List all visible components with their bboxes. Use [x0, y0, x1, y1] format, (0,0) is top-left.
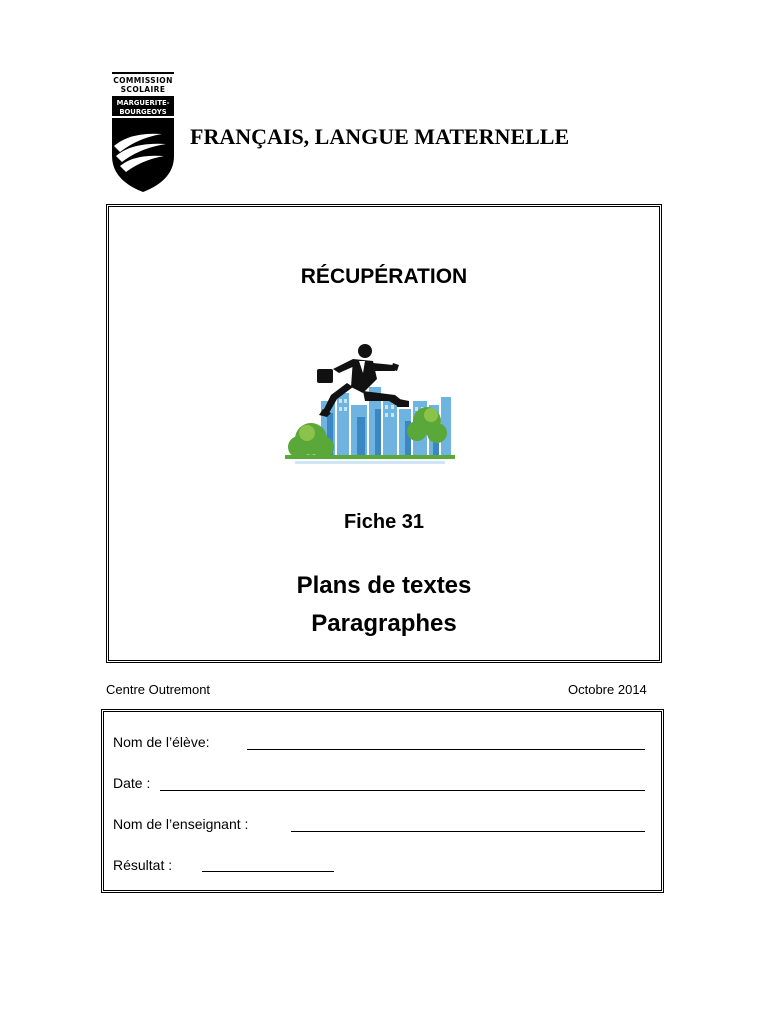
centre-name: Centre Outremont: [106, 682, 211, 697]
document-title: FRANÇAIS, LANGUE MATERNELLE: [190, 124, 570, 149]
subject-line-1: Plans de textes: [296, 572, 472, 599]
worksheet-number: Fiche 31: [343, 511, 425, 533]
teacher-name-field[interactable]: [291, 831, 645, 832]
logo-rule: [112, 72, 174, 74]
student-name-label: Nom de l’élève:: [113, 734, 210, 750]
student-info-box: [101, 709, 664, 893]
subject-line-2: Paragraphes: [311, 610, 457, 637]
student-name-field[interactable]: [247, 749, 645, 750]
publication-date: Octobre 2014: [568, 682, 647, 697]
logo-text-bourgeoys: BOURGEOYS: [119, 108, 167, 116]
businessman-leaping-over-city-icon: [277, 343, 463, 469]
logo-text-marguerite: MARGUERITE-: [116, 99, 170, 107]
result-field[interactable]: [202, 871, 334, 872]
teacher-name-label: Nom de l’enseignant :: [113, 816, 249, 832]
date-field-label: Date :: [113, 775, 151, 791]
logo-text-scolaire: SCOLAIRE: [120, 85, 166, 94]
school-board-logo: [110, 70, 176, 194]
cover-box: [106, 204, 662, 663]
date-field[interactable]: [160, 790, 645, 791]
cover-heading: RÉCUPÉRATION: [300, 265, 468, 288]
result-label: Résultat :: [113, 857, 173, 873]
logo-text-commission: COMMISSION: [113, 76, 173, 85]
